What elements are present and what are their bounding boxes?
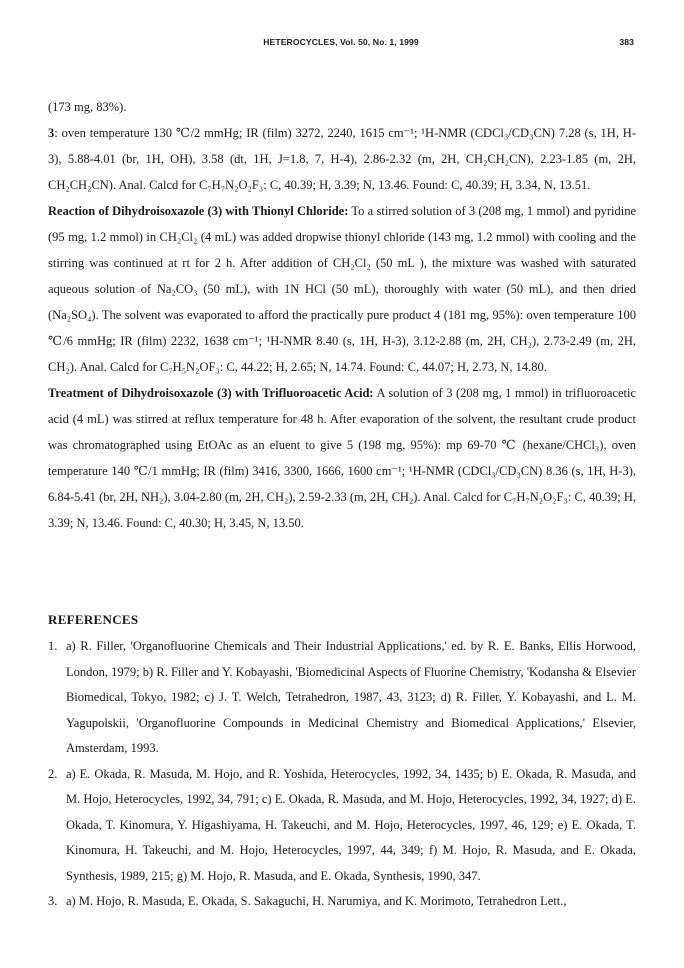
paragraph-yield: (173 mg, 83%).: [48, 100, 127, 114]
running-header: [48, 37, 634, 51]
journal-citation: HETEROCYCLES, Vol. 50, No. 1, 1999: [263, 37, 419, 47]
section-title-tfa: Treatment of Dihydroisoxazole (3) with Trifluoroacetic Acid:: [48, 386, 374, 400]
paragraph-compound-3: 3: oven temperature 130 ℃/2 mmHg; IR (film) 3272, 2240, 1615 cm⁻¹; ¹H-NMR (CDCl₃/CD₃CN) 7.28 (s, 1H, H-3), 5.88-4.01 (br, 1H, OH), 3.58 (dt, 1H, J=1.8, 7, H-4), 2.86-2.32 (m, 2H, CH₂CH₂CN), 2.23-1.85 (m, 2H, CH₂CH₂CN). Anal. Calcd for C₇H₇N₂O₂F₃: C, 40.39; H, 3.39; N, 13.46. Found: C, 40.39; H, 3.34, N, 13.51.: [48, 126, 636, 192]
reference-item: 3. a) M. Hojo, R. Masuda, E. Okada, S. Sakaguchi, H. Narumiya, and K. Morimoto, Tetrahedron Lett.,: [48, 894, 567, 908]
reference-item: 2. a) E. Okada, R. Masuda, M. Hojo, and R. Yoshida, Heterocycles, 1992, 34, 1435; b) E. Okada, R. Masuda, and M. Hojo, Heterocycles, 1992, 34, 791; c) E. Okada, R. Masuda, and M. Hojo, Heterocycles, 1992, 34, 1927; d) E. Okada, T. Kinomura, Y. Higashiyama, H. Takeuchi, and M. Hojo, Heterocycles, 1997, 46, 129; e) E. Okada, T. Kinomura, H. Takeuchi, and M. Hojo, Heterocycles, 1997, 44, 349; f) M. Hojo, R. Masuda, and E. Okada, Synthesis, 1989, 215; g) M. Hojo, R. Masuda, and E. Okada, Synthesis, 1990, 347.: [48, 766, 636, 883]
paragraph-thionyl-chloride: Reaction of Dihydroisoxazole (3) with Thionyl Chloride: To a stirred solution of 3 (208 mg, 1 mmol) and pyridine (95 mg, 1.2 mmol) in CH₂Cl₂ (4 mL) was added dropwise thionyl chloride (143 mg, 1.2 mmol) with cooling and the stirring was continued at rt for 2 h. After addition of CH₂Cl₂ (50 mL ), the mixture was washed with saturated aqueous solution of Na₂CO₃ (50 mL), with 1N HCl (50 mL), thoroughly with water (50 mL), and then dried (Na₂SO₄). The solvent was evaporated to afford the practically pure product 4 (181 mg, 95%): oven temperature 100 ℃/6 mmHg; IR (film) 2232, 1638 cm⁻¹; ¹H-NMR 8.40 (s, 1H, H-3), 3.12-2.88 (m, 2H, CH₂), 2.73-2.49 (m, 2H, CH₂). Anal. Calcd for C₇H₅N₂OF₃: C, 44.22; H, 2.65; N, 14.74. Found: C, 44.07; H, 2.73, N, 14.80.: [48, 204, 636, 374]
references-list: [48, 634, 636, 915]
references-heading: REFERENCES: [48, 612, 139, 627]
reference-item: 1. a) R. Filler, 'Organofluorine Chemicals and Their Industrial Applications,' ed. by R. E. Banks, Ellis Horwood, London, 1979; b) R. Filler and Y. Kobayashi, 'Biomedicinal Aspects of Fluorine Chemistry, 'Kodansha & Elsevier Biomedical, Tokyo, 1982; c) J. T. Welch, Tetrahedron, 1987, 43, 3123; d) R. Filler, Y. Kobayashi, and L. M. Yagupolskii, 'Organofluorine Compounds in Medicinal Chemistry and Biomedical Applications,' Elsevier, Amsterdam, 1993.: [48, 639, 636, 755]
section-title-thionyl: Reaction of Dihydroisoxazole (3) with Thionyl Chloride:: [48, 204, 349, 218]
experimental-text: [48, 94, 636, 536]
page-number: 383: [619, 37, 634, 47]
paragraph-tfa: Treatment of Dihydroisoxazole (3) with Trifluoroacetic Acid: A solution of 3 (208 mg, 1 mmol) in trifluoroacetic acid (4 mL) was stirred at reflux temperature for 48 h. After evaporation of the solvent, the resultant crude product was chromatographed using EtOAc as an eluent to give 5 (198 mg, 95%): mp 69-70 ℃ (hexane/CHCl₃), oven temperature 140 ℃/1 mmHg; IR (film) 3416, 3300, 1666, 1600 cm⁻¹; ¹H-NMR (CDCl₃/CD₃CN) 8.36 (s, 1H, H-3), 6.84-5.41 (br, 2H, NH₂), 3.04-2.80 (m, 2H, CH₂), 2.59-2.33 (m, 2H, CH₂). Anal. Calcd for C₇H₇N₂O₂F₃: C, 40.39; H, 3.39; N, 13.46. Found: C, 40.30; H, 3.45, N, 13.50.: [48, 386, 636, 530]
compound-label: 3: [48, 126, 55, 140]
